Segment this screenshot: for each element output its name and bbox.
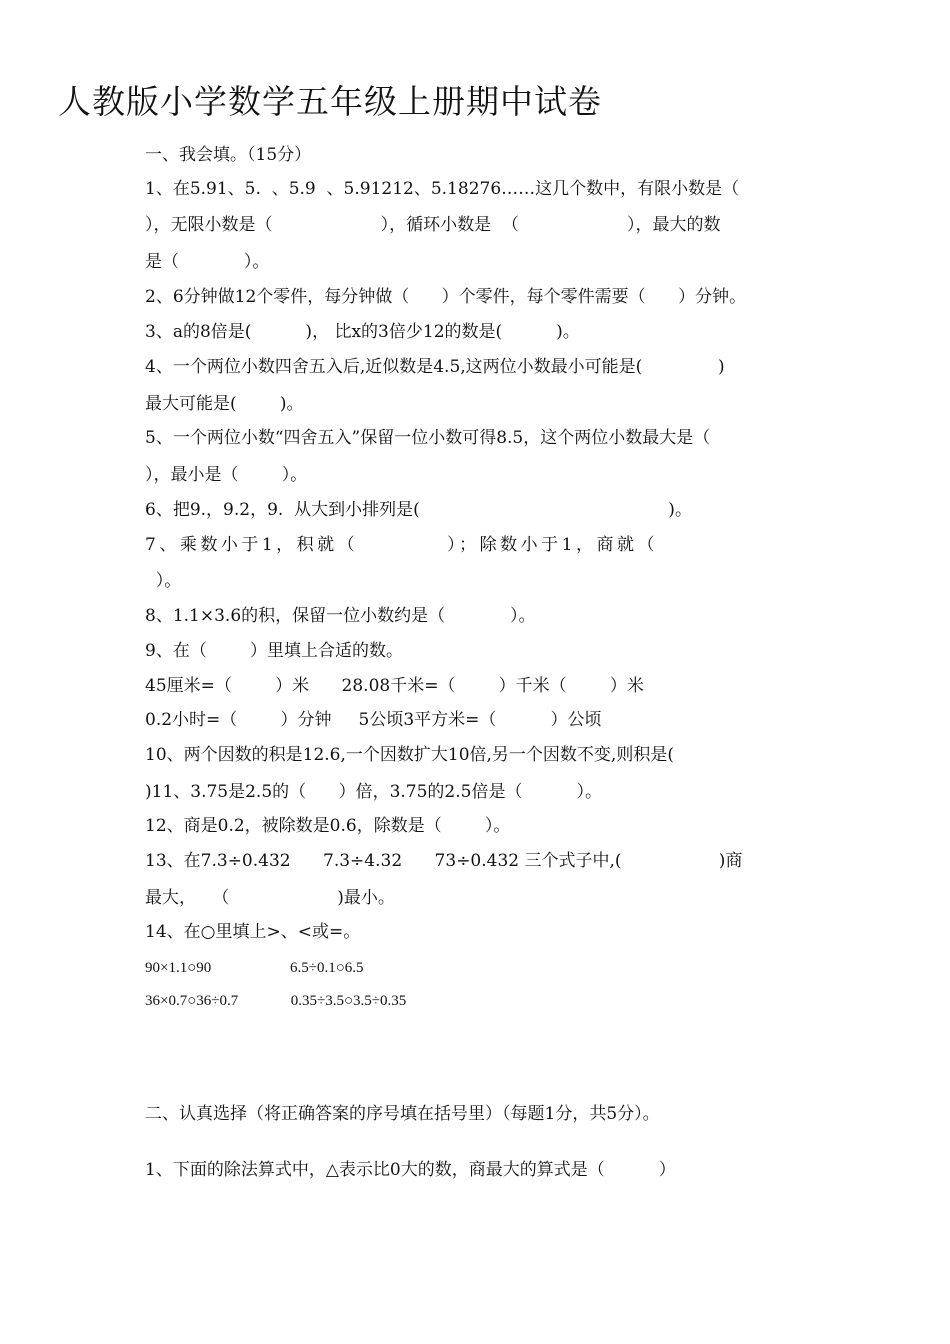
question-line: 1、下面的除法算式中，△表示比0大的数，商最大的算式是（ ）	[145, 1160, 676, 1180]
question-line: 45厘米=（ ）米 28.08千米=（ ）千米（ ）米	[145, 676, 644, 696]
question-line: 最大， （ )最小。	[145, 888, 395, 908]
question-line: 8、1.1×3.6的积，保留一位小数约是（ ）。	[145, 606, 536, 626]
question-line: 7、乘数小于1，积就（ ）；除数小于1，商就（	[145, 535, 658, 555]
section-1-heading: 一、我会填。（15分）	[145, 145, 312, 165]
question-line: 12、商是0.2，被除数是0.6，除数是（ ）。	[145, 816, 511, 836]
question-line: 是（ ）。	[145, 252, 270, 272]
question-line: 10、两个因数的积是12.6,一个因数扩大10倍,另一个因数不变,则积是(	[145, 745, 674, 765]
question-line: 2、6分钟做12个零件，每分钟做（ ）个零件，每个零件需要（ ）分钟。	[145, 287, 747, 307]
question-line: 1、在5.91、5. 、5.9 、5.91212、5.18276……这几个数中，有限小数是（	[145, 179, 740, 199]
page-title: 人教版小学数学五年级上册期中试卷	[58, 82, 602, 121]
question-line: 5、一个两位小数“四舍五入”保留一位小数可得8.5，这个两位小数最大是（	[145, 428, 711, 448]
question-line: ），无限小数是（ ），循环小数是 （ ），最大的数	[145, 215, 721, 235]
question-line: ）。	[145, 571, 182, 591]
question-line: 9、在（ ）里填上合适的数。	[145, 641, 404, 661]
question-line: 最大可能是( )。	[145, 394, 304, 414]
question-line: 4、一个两位小数四舍五入后,近似数是4.5,这两位小数最小可能是( )	[145, 357, 725, 377]
question-line: ），最小是（ ）。	[145, 465, 308, 485]
comparison-line: 36×0.7○36÷0.7 0.35÷3.5○3.5÷0.35	[145, 993, 407, 1009]
question-line: 13、在7.3÷0.432 7.3÷4.32 73÷0.432 三个式子中,( )商	[145, 851, 743, 871]
question-line: 0.2小时=（ ）分钟 5公顷3平方米=（ ）公顷	[145, 710, 602, 730]
section-2-heading: 二、认真选择（将正确答案的序号填在括号里）（每题1分，共5分）。	[145, 1104, 660, 1124]
comparison-line: 90×1.1○90 6.5÷0.1○6.5	[145, 960, 364, 976]
question-line: 6、把9.，9.2，9. 从大到小排列是( )。	[145, 500, 692, 520]
question-line: 3、a的8倍是( )， 比x的3倍少12的数是( )。	[145, 322, 580, 342]
question-line: 14、在○里填上>、<或=。	[145, 922, 361, 942]
question-line: )11、3.75是2.5的（ ）倍，3.75的2.5倍是（ ）。	[145, 782, 602, 802]
